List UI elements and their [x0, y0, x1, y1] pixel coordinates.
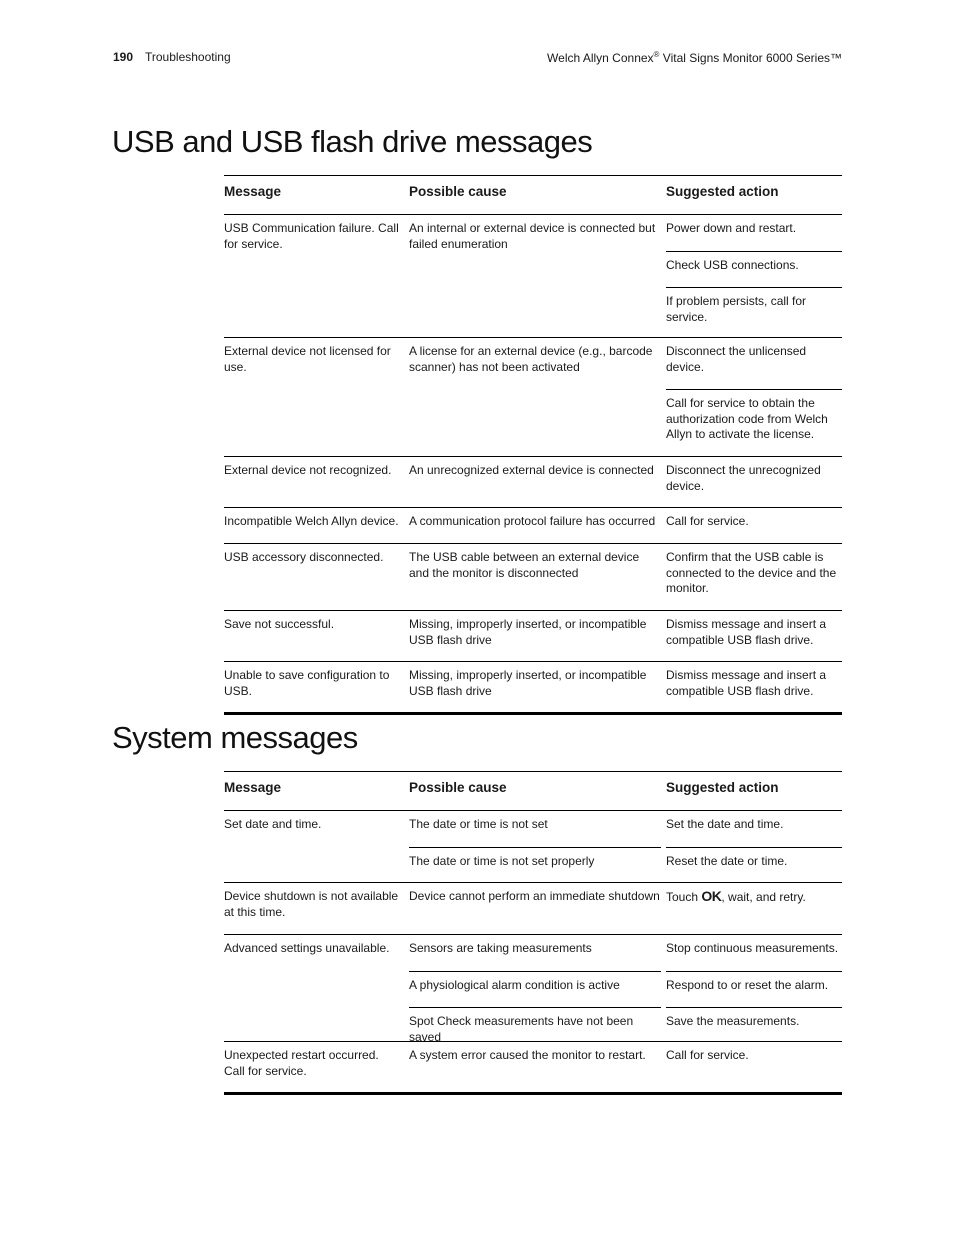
row-cause: Sensors are taking measurements — [409, 941, 592, 955]
table-row — [224, 811, 842, 883]
running-title-rest: Vital Signs Monitor 6000 Series™ — [659, 51, 842, 65]
section-name: Troubleshooting — [145, 50, 231, 64]
row-action: Dismiss message and insert a compatible USB flash drive. — [666, 668, 827, 698]
row-action: Dismiss message and insert a compatible USB flash drive. — [666, 617, 827, 647]
row-message: Advanced settings unavailable. — [224, 941, 390, 955]
row-cause: A system error caused the monitor to restart. — [409, 1048, 646, 1062]
touch-prefix: Touch — [666, 890, 702, 904]
column-header-action: Suggested action — [666, 184, 779, 199]
row-cause: A license for an external device (e.g., barcode scanner) has not been activated — [409, 344, 653, 374]
row-cause: Missing, improperly inserted, or incompatible USB flash drive — [409, 668, 647, 698]
table-header — [224, 175, 842, 215]
row-message: External device not recognized. — [224, 463, 392, 477]
row-action: Call for service to obtain the authorization code from Welch Allyn to activate the license. — [666, 389, 842, 457]
row-cause: Missing, improperly inserted, or incompatible USB flash drive — [409, 617, 647, 647]
table-header — [224, 771, 842, 811]
row-action: Check USB connections. — [666, 251, 842, 287]
page-number: 190 — [113, 50, 134, 64]
page-header — [113, 50, 842, 70]
table-row — [224, 457, 842, 508]
row-cause: The date or time is not set properly — [409, 847, 661, 883]
registered-mark: ® — [653, 50, 660, 59]
row-cause: A communication protocol failure has occurred — [409, 514, 656, 528]
row-message: Device shutdown is not available at this time. — [224, 889, 399, 919]
row-message: Incompatible Welch Allyn device. — [224, 514, 399, 528]
row-cause: Device cannot perform an immediate shutdown — [409, 889, 660, 903]
touch-suffix: , wait, and retry. — [721, 890, 806, 904]
usb-section-title: USB and USB flash drive messages — [112, 124, 593, 159]
row-message: Save not successful. — [224, 617, 335, 631]
row-message: USB accessory disconnected. — [224, 550, 384, 564]
table-row — [224, 662, 842, 715]
system-messages-table — [224, 771, 842, 1095]
row-cause: An unrecognized external device is connected — [409, 463, 654, 477]
usb-messages-table — [224, 175, 842, 715]
row-action: Confirm that the USB cable is connected to the device and the monitor. — [666, 550, 837, 596]
row-cause: A physiological alarm condition is active — [409, 971, 661, 1007]
row-message: USB Communication failure. Call for service. — [224, 221, 399, 251]
running-title-main: Welch Allyn Connex — [547, 51, 654, 65]
table-row — [224, 508, 842, 544]
ok-button-glyph: OK — [701, 888, 722, 904]
row-message: Unexpected restart occurred. Call for service. — [224, 1048, 379, 1078]
row-action: Stop continuous measurements. — [666, 941, 839, 955]
row-action: Power down and restart. — [666, 221, 797, 235]
row-cause: The date or time is not set — [409, 817, 548, 831]
table-row — [224, 338, 842, 457]
running-title — [547, 50, 842, 65]
row-action-touch-ok — [666, 883, 842, 906]
row-cause: An internal or external device is connected but failed enumeration — [409, 221, 656, 251]
row-action: Call for service. — [666, 1048, 749, 1062]
row-action: Call for service. — [666, 514, 749, 528]
row-action: Disconnect the unlicensed device. — [666, 344, 807, 374]
row-message: Unable to save configuration to USB. — [224, 668, 390, 698]
table-row — [224, 1042, 842, 1095]
table-row — [224, 935, 842, 1042]
table-row — [224, 883, 842, 935]
row-action: Respond to or reset the alarm. — [666, 971, 842, 1007]
row-message: External device not licensed for use. — [224, 344, 391, 374]
table-row — [224, 544, 842, 611]
column-header-message: Message — [224, 184, 282, 199]
row-action: Disconnect the unrecognized device. — [666, 463, 821, 493]
column-header-cause: Possible cause — [409, 184, 507, 199]
system-section-title: System messages — [112, 720, 358, 755]
row-action: If problem persists, call for service. — [666, 287, 842, 338]
row-action: Set the date and time. — [666, 817, 784, 831]
table-row — [224, 215, 842, 338]
column-header-message: Message — [224, 780, 282, 795]
table-row — [224, 611, 842, 662]
row-cause: Spot Check measurements have not been saved — [409, 1007, 661, 1042]
column-header-cause: Possible cause — [409, 780, 507, 795]
column-header-action: Suggested action — [666, 780, 779, 795]
row-message: Set date and time. — [224, 817, 322, 831]
row-cause: The USB cable between an external device and the monitor is disconnected — [409, 550, 640, 580]
row-action: Reset the date or time. — [666, 847, 842, 883]
row-action: Save the measurements. — [666, 1007, 842, 1042]
